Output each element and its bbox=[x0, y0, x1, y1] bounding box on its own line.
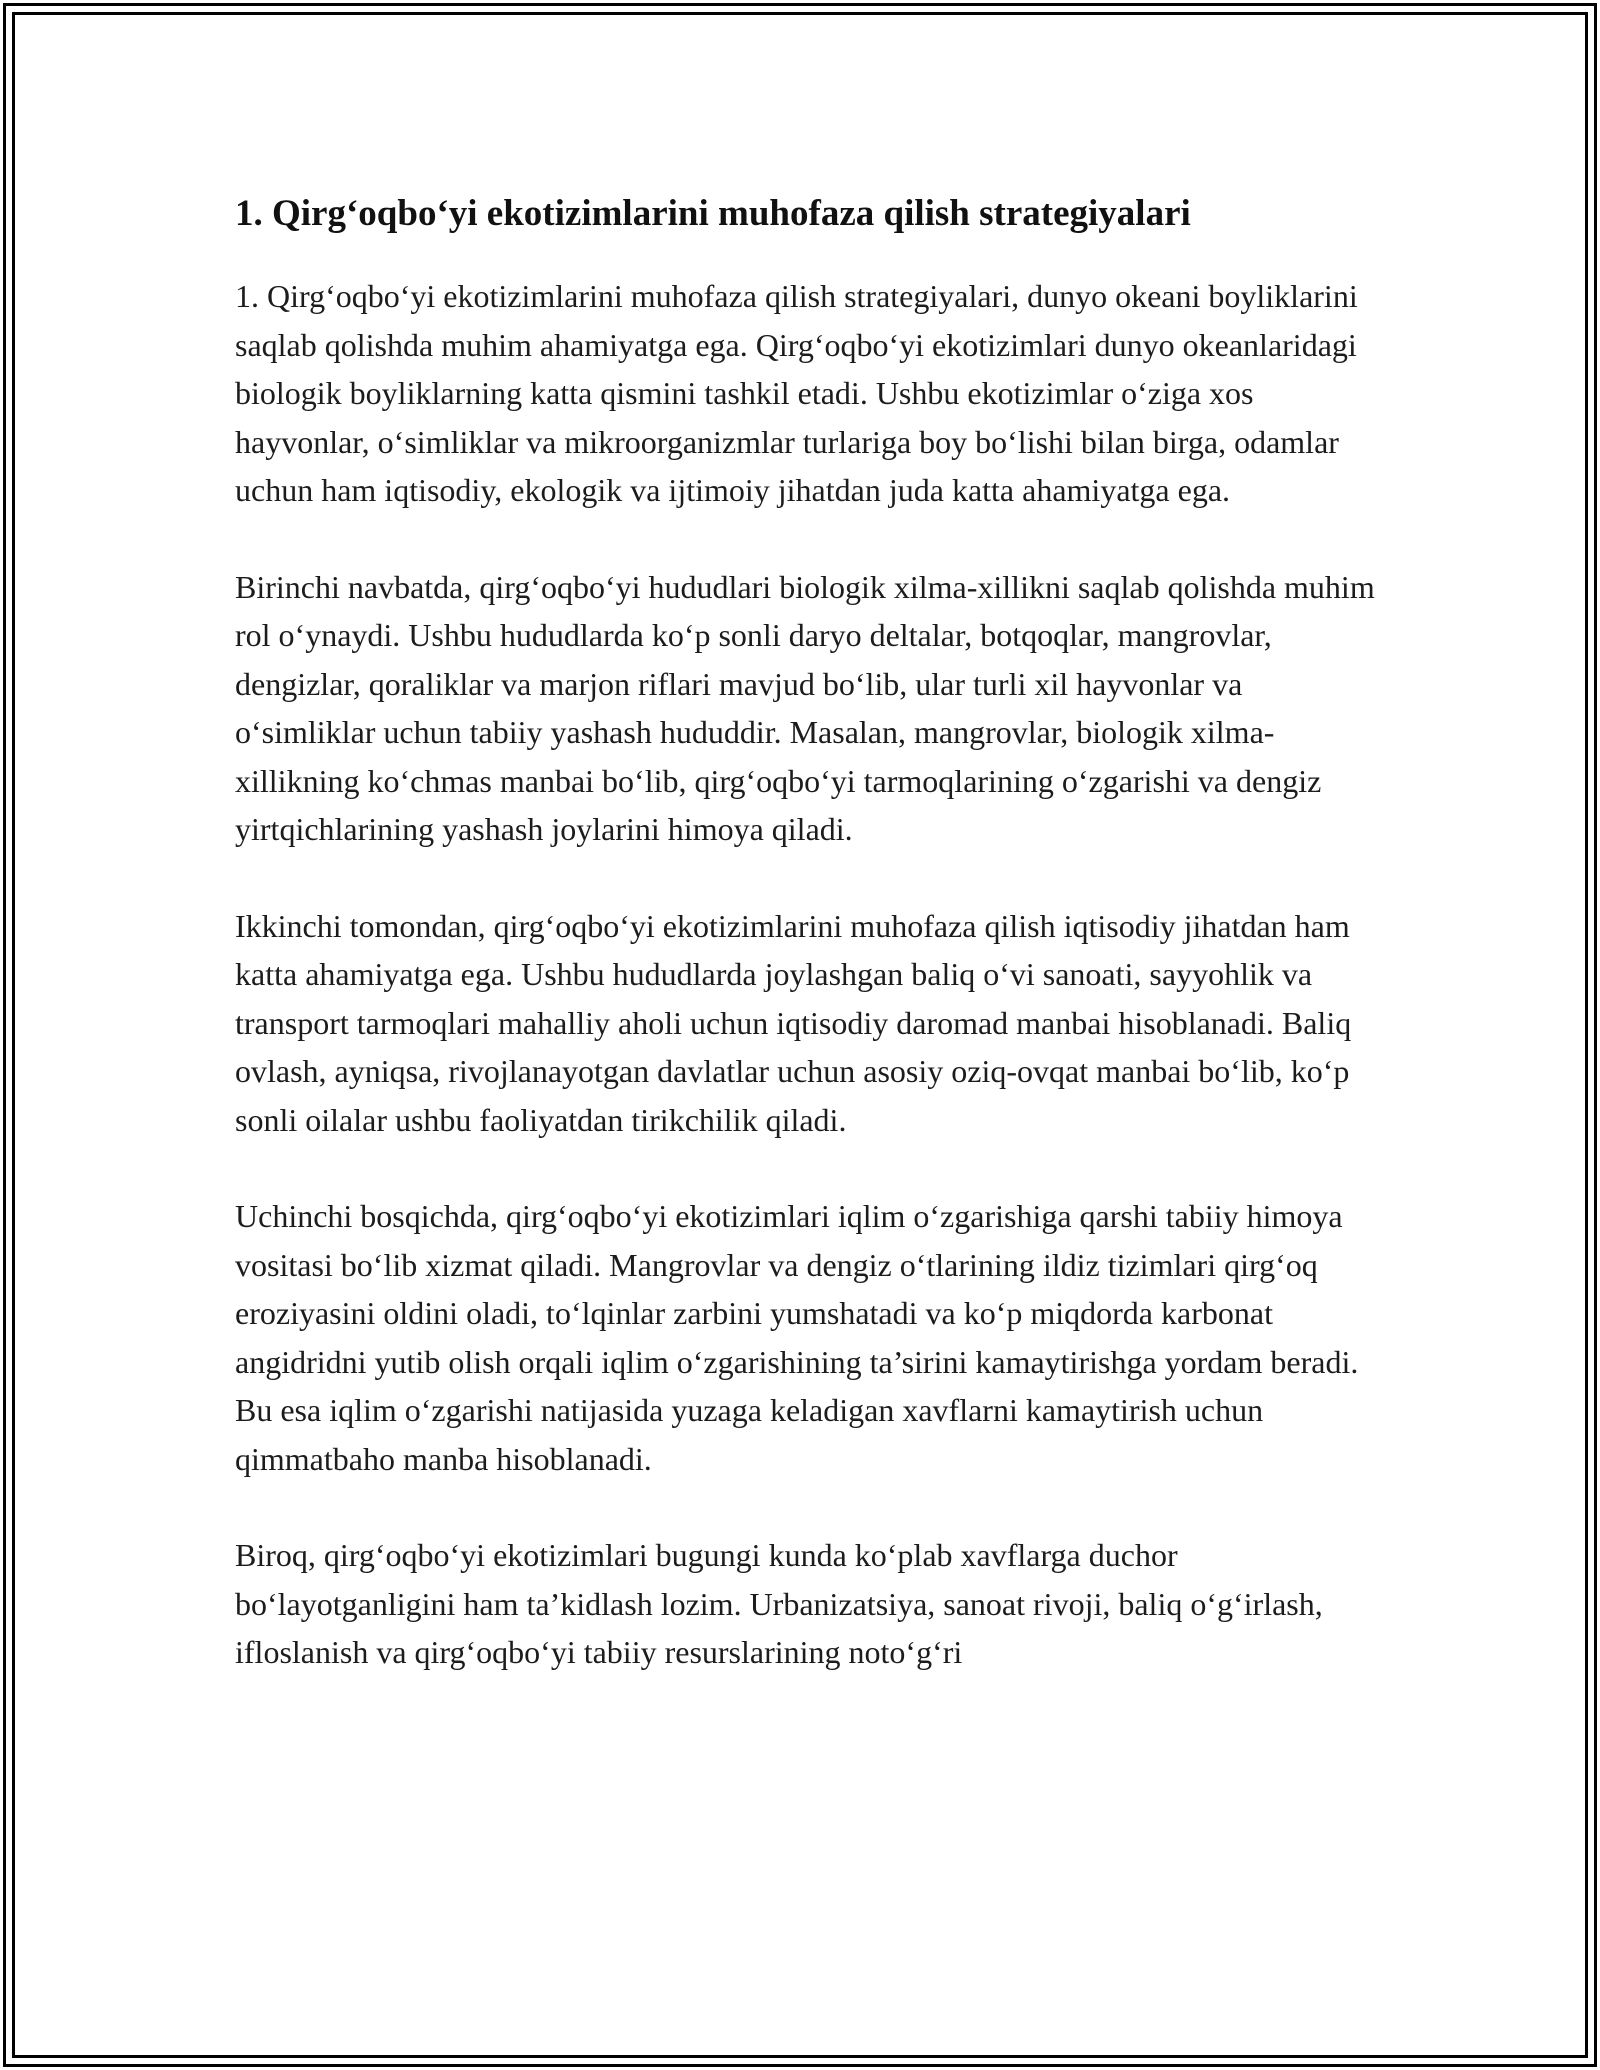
paragraph-threats: Biroq, qirg‘oqbo‘yi ekotizimlari bugungi kunda ko‘plab xavflarga duchor bo‘layotganligini ham ta’kidlash lozim. Urbanizatsiya, sanoat rivoji, baliq o‘g‘irlash, ifloslanish va qirg‘oqbo‘yi tabiiy resurslarining noto‘g‘ri bbox=[235, 1537, 1323, 1670]
paragraph-climate: Uchinchi bosqichda, qirg‘oqbo‘yi ekotizimlari iqlim o‘zgarishiga qarshi tabiiy himoya vositasi bo‘lib xizmat qiladi. Mangrovlar va dengiz o‘tlarining ildiz tizimlari qirg‘oq eroziyasini oldini oladi, to‘lqinlar zarbini yumshatadi va ko‘p miqdorda karbonat angidridni yutib olish orqali iqlim o‘zgarishining ta’sirini kamaytirishga yordam beradi. Bu esa iqlim o‘zgarishi natijasida yuzaga keladigan xavflarni kamaytirish uchun qimmatbaho manba hisoblanadi. bbox=[235, 1198, 1359, 1477]
paragraph-intro: 1. Qirg‘oqbo‘yi ekotizimlarini muhofaza qilish strategiyalari, dunyo okeani boyliklarini saqlab qolishda muhim ahamiyatga ega. Qirg‘oqbo‘yi ekotizimlari dunyo okeanlaridagi biologik boyliklarning katta qismini tashkil etadi. Ushbu ekotizimlar o‘ziga xos hayvonlar, o‘simliklar va mikroorganizmlar turlariga boy bo‘lishi bilan birga, odamlar uchun ham iqtisodiy, ekologik va ijtimoiy jihatdan juda katta ahamiyatga ega. bbox=[235, 278, 1358, 508]
paragraph-biodiversity: Birinchi navbatda, qirg‘oqbo‘yi hududlari biologik xilma-xillikni saqlab qolishda muhim rol o‘ynaydi. Ushbu hududlarda ko‘p sonli daryo deltalar, botqoqlar, mangrovlar, dengizlar, qoraliklar va marjon riflari mavjud bo‘lib, ular turli xil hayvonlar va o‘simliklar uchun tabiiy yashash hududdir. Masalan, mangrovlar, biologik xilma-xillikning ko‘chmas manbai bo‘lib, qirg‘oqbo‘yi tarmoqlarining o‘zgarishi va dengiz yirtqichlarining yashash joylarini himoya qiladi. bbox=[235, 568, 1375, 847]
document-body bbox=[235, 188, 1375, 1725]
document-title: 1. Qirg‘oqbo‘yi ekotizimlarini muhofaza qilish strategiyalari bbox=[235, 193, 1191, 234]
paragraph-economy: Ikkinchi tomondan, qirg‘oqbo‘yi ekotizimlarini muhofaza qilish iqtisodiy jihatdan ham katta ahamiyatga ega. Ushbu hududlarda joylashgan baliq o‘vi sanoati, sayyohlik va transport tarmoqlari mahalliy aholi uchun iqtisodiy daromad manbai hisoblanadi. Baliq ovlash, ayniqsa, rivojlanayotgan davlatlar uchun asosiy oziq-ovqat manbai bo‘lib, ko‘p sonli oilalar ushbu faoliyatdan tirikchilik qiladi. bbox=[235, 907, 1352, 1138]
